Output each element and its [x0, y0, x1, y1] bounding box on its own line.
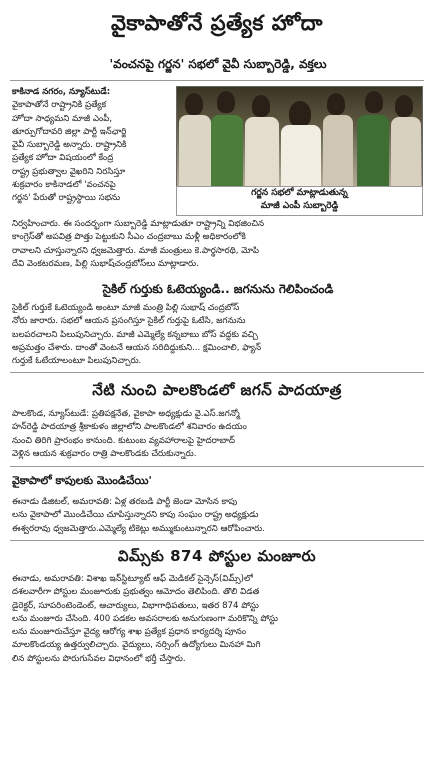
article4-headline: వైకాపాలో కాపులకు మొండిచేయి': [12, 474, 152, 487]
article2-line: అప్రమత్తం చేశారు. దాంతో వెంటనే ఆయన సరిదిద్దుకుని... క్షమించాలి, ఫ్యాన్: [12, 342, 262, 353]
article1-line: దేవి వెంకటరమణ, పిల్లి సుభాష్‌చంద్రబోస్‌లు మాట్లాడారు.: [12, 258, 199, 269]
caption-line: మాజీ ఎంపీ సుబ్బారెడ్డి: [260, 201, 339, 211]
caption-line: గర్జన సభలో మాట్లాడుతున్న: [251, 188, 348, 198]
article1-line: తూర్పుగోదావరి జిల్లా పార్టీ ఇన్‌ఛార్జి: [12, 126, 127, 137]
article4-line: ఈశ్వరరావు ధ్వజమెత్తారు.ఎమ్మెల్యే టికెట్లు అమ్ముకుంటున్నారని ఆరోపించారు.: [12, 523, 265, 534]
article3-line: నుంచి తిరిగి ప్రారంభం కానుంది. కుటుంబ వ్యవహారాలపై హైదరాబాద్: [12, 435, 235, 446]
article2-line: సైకిల్ గుర్తుకే ఓటెయ్యండి అంటూ మాజీ మంత్రి పిల్లి సుభాష్ చంద్రబోస్: [12, 303, 240, 313]
article3-line: పాలకొండ, న్యూస్‌టుడే: ప్రతిపక్షనేత, వైకాపా అధ్యక్షుడు వై.ఎస్.జగన్మో: [12, 409, 240, 419]
article5-line: మాలకొండయ్య ఉత్తర్వులిచ్చారు. వైద్యులు, నర్సింగ్ ఉద్యోగులు మినహా మిగి: [12, 640, 261, 651]
article5-line: లను మంజూరు చేసింది. 400 పడకల అవసరాలకు అనుగుణంగా మరికొన్ని పోస్టు: [12, 613, 279, 624]
article3-line: హన్‌రెడ్డి పాదయాత్ర శ్రీకాకుళం జిల్లాలోని పాలకొండలో శనివారం ఉదయం: [12, 422, 247, 433]
article5-line: లిన పోస్టులను పొరుగుసేవల విధానంలో భర్తీ చేస్తారు.: [12, 653, 186, 664]
article5-line: ఈనాడు, అమరావతి: విశాఖ ఇన్‌స్టిట్యూట్ ఆఫ్ మెడికల్ సైన్సెస్(విమ్స్)లో: [12, 574, 253, 584]
article1-line: నిర్వహించారు. ఈ సందర్భంగా సుబ్బారెడ్డి మాట్లాడుతూ రాష్ట్రాన్ని విభజించిన: [12, 219, 265, 229]
article2-line: గుర్తుకే ఓటేయాలంటూ పిలుపునిచ్చారు.: [12, 356, 142, 367]
divider: [10, 372, 424, 373]
rally-photo: [176, 86, 423, 188]
article2-headline: సైకిల్ గుర్తుకు ఓటెయ్యండి.. జగనును గెలిపించండి: [102, 282, 334, 296]
article1-line: గర్జన' పేరుతో రాష్ట్రస్థాయి సభను: [12, 193, 121, 204]
divider: [10, 466, 424, 467]
article3-line: వెళ్లిన ఆయన శుక్రవారం రాత్రి పాలకొండకు చేరుకున్నారు.: [12, 448, 197, 459]
article1-line: కాంగ్రెస్‌తో అపవిత్ర పొత్తు పెట్టుకుని సీఎం చంద్రబాబు మళ్లీ అధికారంలోకి: [12, 232, 246, 243]
article1-line: ప్రత్యేక హోదా విషయంలో కేంద్ర: [12, 153, 114, 164]
article5-line: దశలవారీగా పోస్టుల మంజూరుకు ప్రభుత్వం ఆమోదం తెలిపింది. తొలి విడత: [12, 587, 260, 598]
article1-line: శుక్రవారం కాకినాడలో 'వంచనపై: [12, 180, 116, 191]
article1-line: వైవీ సుబ్బారెడ్డి అన్నారు. రాష్ట్రానికి: [12, 140, 127, 151]
article1-line: హోదా సాధ్యమని మాజీ ఎంపీ,: [12, 113, 113, 124]
article1-headline: వైకాపాతోనే ప్రత్యేక హోదా: [110, 11, 324, 35]
article3-body: [12, 408, 424, 461]
article2-line: నోరు జారారు. సభలో ఆయన ప్రసంగిస్తూ సైకిల్ గుర్తుపై ఓటేసి, జగనును: [12, 316, 246, 327]
article5-headline: విమ్స్‌కు 874 పోస్టుల మంజూరు: [117, 547, 317, 565]
photo-caption: [176, 186, 423, 216]
divider: [10, 80, 424, 81]
article1-body-left: [12, 86, 172, 206]
article1-line: రాష్ట్ర ప్రభుత్వాల వైఖరిని నిరసిస్తూ: [12, 166, 126, 177]
article1-line: రావాలని చూస్తున్నారని ధ్వజమెత్తారు. మాజీ మంత్రులు కె.పార్థసారథి, మోపి: [12, 245, 259, 256]
divider: [10, 540, 424, 541]
article3-headline: నేటి నుంచి పాలకొండలో జగన్ పాదయాత్ర: [92, 381, 342, 399]
article4-line: లను వైకాపాలో మొండిచేయి చూపిస్తున్నారని కాపు సంఘం రాష్ట్ర అధ్యక్షుడు: [12, 510, 259, 521]
article2-body: [12, 302, 424, 368]
article5-line: లను మంజూరుచేస్తూ వైద్య ఆరోగ్య శాఖ ప్రత్యేక ప్రధాన కార్యదర్శి పూనం: [12, 627, 247, 638]
article1-line: కాకినాడ నగరం, న్యూస్‌టుడే:: [12, 87, 111, 97]
article5-body: [12, 573, 424, 666]
article1-body-full: [12, 218, 424, 271]
article5-line: డైరెక్టర్, సూపరింటెండెంట్, ఆచార్యులు, విభాగాధిపతులు, ఇతర 874 పోస్టు: [12, 600, 259, 611]
article2-line: బలపరచాలని పిలుపునిచ్చారు. మాజీ ఎమ్మెల్యే కన్నబాబు బోస్ వద్దకు వచ్చి: [12, 329, 258, 340]
article1-subheadline: 'వంచనపై గర్జన' సభలో వైవీ సుబ్బారెడ్డి, వక్తలు: [109, 57, 327, 71]
article4-line: ఈనాడు డిజిటల్, అమరావతి: ఏళ్ల తరబడి పార్టీ జెండా మోసిన కాపు: [12, 497, 238, 507]
article4-body: [12, 496, 424, 536]
article1-line: వైకాపాతోనే రాష్ట్రానికి ప్రత్యేక: [12, 100, 107, 111]
